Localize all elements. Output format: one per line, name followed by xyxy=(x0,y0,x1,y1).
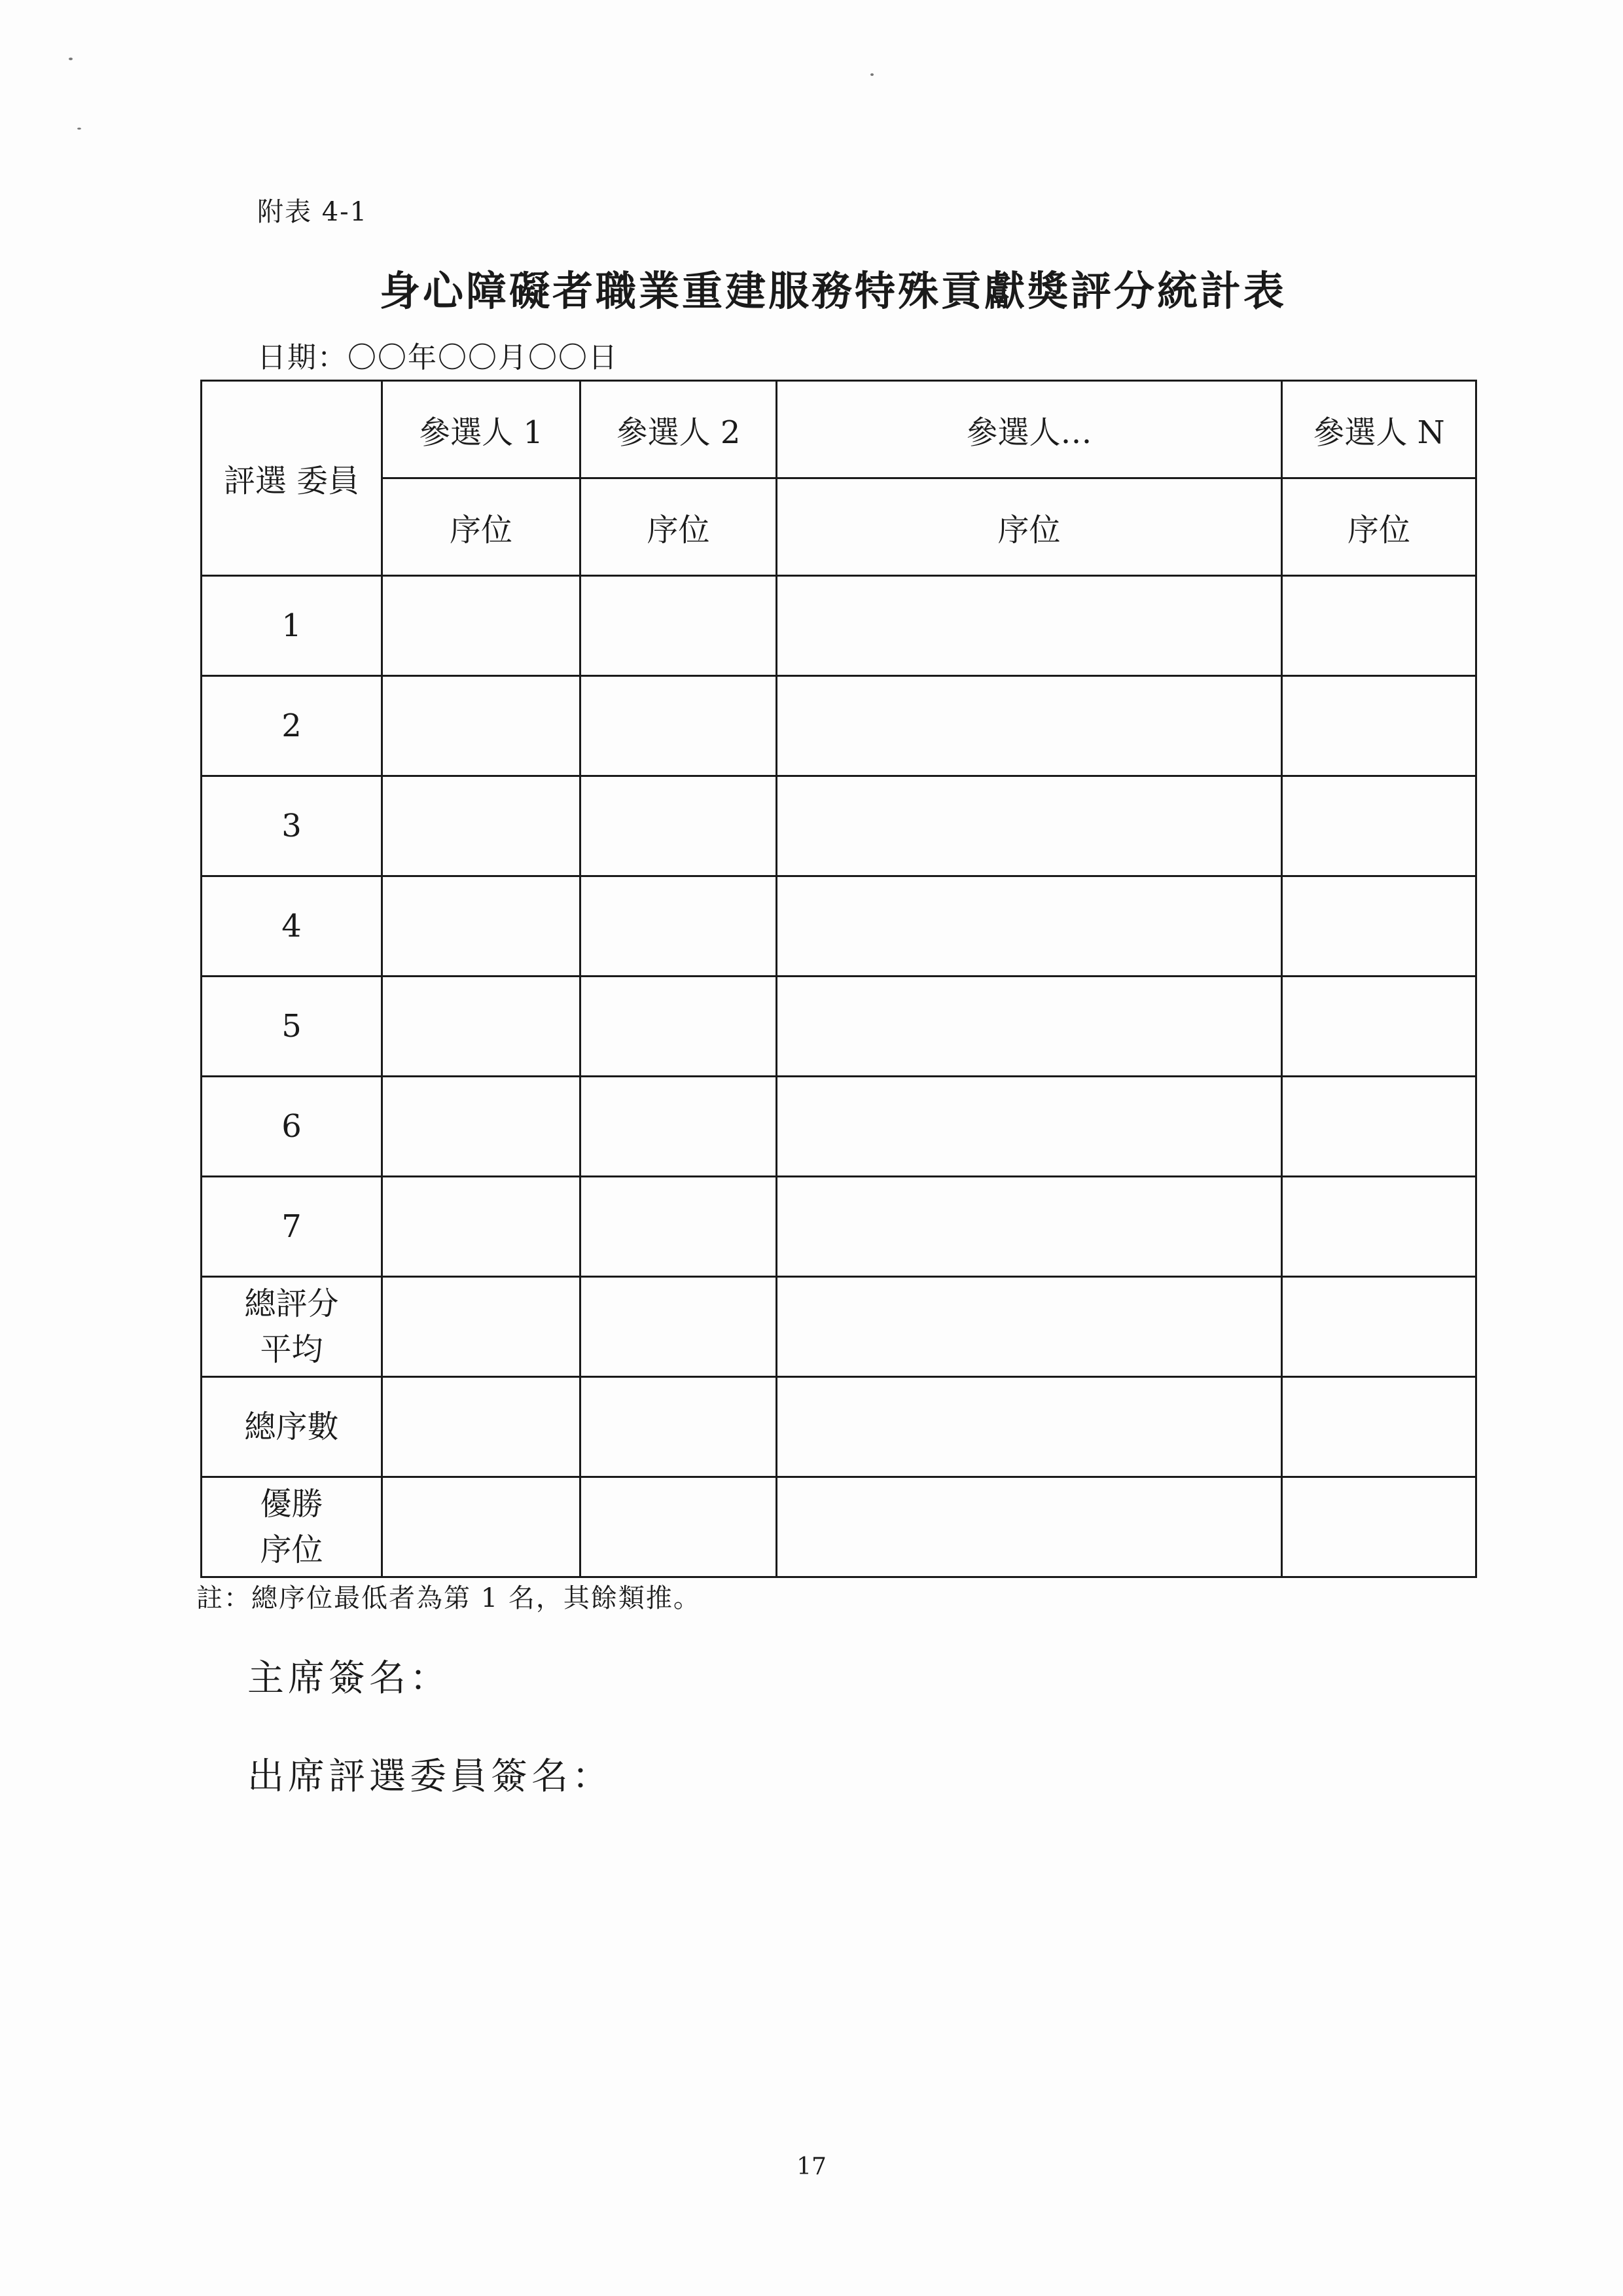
summary-cell[interactable] xyxy=(580,1477,777,1577)
rank-header: 序位 xyxy=(580,478,777,576)
rank-cell[interactable] xyxy=(777,776,1282,876)
rank-cell[interactable] xyxy=(580,1077,777,1177)
summary-cell[interactable] xyxy=(382,1377,580,1477)
summary-cell[interactable] xyxy=(580,1377,777,1477)
judge-number: 2 xyxy=(202,676,382,776)
judge-header-top: 評選 xyxy=(223,463,287,499)
summary-cell[interactable] xyxy=(1282,1477,1476,1577)
ranking-note: 註：總序位最低者為第 1 名，其餘類推。 xyxy=(196,1583,701,1613)
candidate-header: 參選人 N xyxy=(1282,381,1476,478)
judge-number: 7 xyxy=(202,1177,382,1277)
summary-row-total-rank xyxy=(202,1377,1476,1477)
rank-cell[interactable] xyxy=(1282,977,1476,1077)
rank-header: 序位 xyxy=(1282,478,1476,576)
rank-cell[interactable] xyxy=(382,876,580,977)
rank-header: 序位 xyxy=(382,478,580,576)
chair-signature-label: 主席簽名： xyxy=(247,1657,450,1700)
judge-number: 5 xyxy=(202,977,382,1077)
summary-cell[interactable] xyxy=(777,1477,1282,1577)
scan-speck xyxy=(77,128,81,130)
scan-speck xyxy=(870,73,874,76)
summary-label-line2: 序位 xyxy=(260,1532,323,1568)
summary-label xyxy=(202,1377,382,1477)
members-signature-label: 出席評選委員簽名： xyxy=(247,1755,613,1798)
judge-number: 1 xyxy=(202,576,382,676)
document-title: 身心障礙者職業重建服務特殊貢獻獎評分統計表 xyxy=(380,267,1287,315)
rank-cell[interactable] xyxy=(580,576,777,676)
table-row xyxy=(202,576,1476,676)
appendix-label: 附表 4-1 xyxy=(257,197,368,227)
summary-label xyxy=(202,1277,382,1377)
rank-cell[interactable] xyxy=(382,576,580,676)
rank-cell[interactable] xyxy=(580,876,777,977)
judge-column-header xyxy=(202,381,382,576)
rank-cell[interactable] xyxy=(382,977,580,1077)
judge-number: 6 xyxy=(202,1077,382,1177)
rank-cell[interactable] xyxy=(777,576,1282,676)
rank-cell[interactable] xyxy=(1282,1177,1476,1277)
rank-cell[interactable] xyxy=(382,1077,580,1177)
summary-row-winner-rank xyxy=(202,1477,1476,1577)
summary-label-line1: 優勝 xyxy=(260,1486,323,1522)
table-row xyxy=(202,1177,1476,1277)
rank-cell[interactable] xyxy=(382,1177,580,1277)
rank-cell[interactable] xyxy=(1282,776,1476,876)
summary-cell[interactable] xyxy=(580,1277,777,1377)
summary-cell[interactable] xyxy=(777,1377,1282,1477)
summary-cell[interactable] xyxy=(777,1277,1282,1377)
table-row xyxy=(202,1077,1476,1177)
summary-label-line1: 總評分 xyxy=(244,1285,339,1322)
summary-label-line1: 總序數 xyxy=(244,1408,339,1445)
scan-speck xyxy=(69,58,73,60)
summary-row-average xyxy=(202,1277,1476,1377)
judge-header-bottom: 委員 xyxy=(296,463,360,499)
rank-cell[interactable] xyxy=(777,876,1282,977)
rank-cell[interactable] xyxy=(382,676,580,776)
rank-cell[interactable] xyxy=(1282,1077,1476,1177)
rank-cell[interactable] xyxy=(580,776,777,876)
table-row xyxy=(202,676,1476,776)
judge-number: 3 xyxy=(202,776,382,876)
candidate-header: 參選人 2 xyxy=(580,381,777,478)
rank-cell[interactable] xyxy=(1282,676,1476,776)
summary-cell[interactable] xyxy=(382,1277,580,1377)
rank-cell[interactable] xyxy=(1282,576,1476,676)
rank-cell[interactable] xyxy=(580,977,777,1077)
summary-label xyxy=(202,1477,382,1577)
summary-cell[interactable] xyxy=(382,1477,580,1577)
summary-cell[interactable] xyxy=(1282,1277,1476,1377)
rank-cell[interactable] xyxy=(777,1177,1282,1277)
table-row xyxy=(202,977,1476,1077)
rank-cell[interactable] xyxy=(777,676,1282,776)
rank-cell[interactable] xyxy=(777,1077,1282,1177)
table-row xyxy=(202,876,1476,977)
judge-number: 4 xyxy=(202,876,382,977)
summary-label-line2: 平均 xyxy=(260,1331,323,1368)
rank-header: 序位 xyxy=(777,478,1282,576)
rank-cell[interactable] xyxy=(1282,876,1476,977)
rank-header-row xyxy=(202,478,1476,576)
date-line: 日期：〇〇年〇〇月〇〇日 xyxy=(257,341,618,374)
summary-cell[interactable] xyxy=(1282,1377,1476,1477)
rank-cell[interactable] xyxy=(580,676,777,776)
rank-cell[interactable] xyxy=(382,776,580,876)
rank-cell[interactable] xyxy=(777,977,1282,1077)
table-row xyxy=(202,776,1476,876)
candidate-header-row xyxy=(202,381,1476,478)
scoring-table xyxy=(200,380,1477,1578)
candidate-header: 參選人… xyxy=(777,381,1282,478)
page-number: 17 xyxy=(796,2153,827,2180)
candidate-header: 參選人 1 xyxy=(382,381,580,478)
rank-cell[interactable] xyxy=(580,1177,777,1277)
